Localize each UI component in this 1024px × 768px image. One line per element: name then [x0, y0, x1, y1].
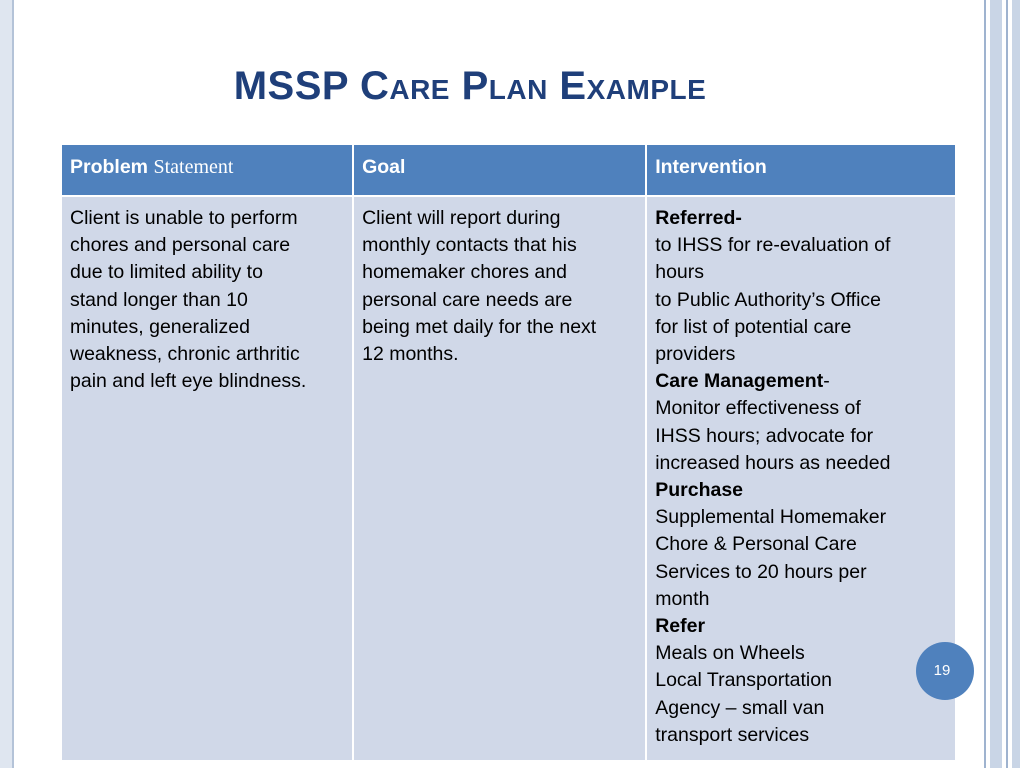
- intervention-line: Monitor effectiveness of: [655, 397, 861, 420]
- intervention-line: Agency – small van: [655, 696, 825, 719]
- slide-frame-left: [0, 0, 14, 768]
- table-header-row: [61, 144, 956, 196]
- intervention-line: to IHSS for re-evaluation of: [655, 234, 891, 257]
- intervention-line: transport services: [655, 723, 810, 746]
- header-statement-label: Statement: [153, 156, 234, 179]
- problem-line: minutes, generalized: [70, 315, 250, 338]
- frame-stripe: [984, 0, 986, 768]
- intervention-line: providers: [655, 343, 736, 366]
- intervention-line: Meals on Wheels: [655, 642, 805, 665]
- refer-heading: Refer: [655, 615, 706, 638]
- intervention-line: hours: [655, 261, 704, 284]
- slide-frame-right: [980, 0, 1024, 768]
- frame-stripe: [1006, 0, 1008, 768]
- intervention-line: month: [655, 587, 710, 610]
- header-problem-statement: [61, 144, 353, 196]
- problem-line: weakness, chronic arthritic: [70, 343, 300, 366]
- slide-title: MSSP Care Plan Example: [233, 64, 707, 108]
- problem-line: stand longer than 10: [70, 288, 248, 311]
- table-row: [61, 196, 956, 761]
- care-management-dash: -: [823, 370, 830, 393]
- intervention-line: Chore & Personal Care: [655, 533, 857, 556]
- intervention-line: Local Transportation: [655, 669, 832, 692]
- frame-stripe: [1012, 0, 1020, 768]
- goal-line: being met daily for the next: [362, 315, 597, 338]
- care-plan-table: [60, 143, 957, 762]
- header-intervention: Intervention: [646, 144, 956, 196]
- header-problem-label: Problem: [70, 156, 149, 179]
- intervention-line: increased hours as needed: [655, 451, 891, 474]
- care-management-heading-line: [655, 368, 947, 395]
- goal-line: 12 months.: [362, 343, 459, 366]
- goal-line: Client will report during: [362, 207, 561, 229]
- referred-heading: Referred-: [655, 207, 742, 229]
- problem-line: chores and personal care: [70, 234, 291, 257]
- goal-cell: [353, 196, 646, 761]
- intervention-line: Services to 20 hours per: [655, 560, 867, 583]
- care-management-heading: Care Management: [655, 370, 824, 393]
- header-goal: Goal: [353, 144, 646, 196]
- intervention-line: for list of potential care: [655, 315, 852, 338]
- problem-cell: [61, 196, 353, 761]
- goal-line: personal care needs are: [362, 288, 573, 311]
- intervention-line: IHSS hours; advocate for: [655, 424, 874, 447]
- purchase-heading: Purchase: [655, 479, 744, 502]
- goal-line: homemaker chores and: [362, 261, 567, 284]
- intervention-line: to Public Authority’s Office: [655, 288, 882, 311]
- frame-stripe: [990, 0, 1002, 768]
- problem-line: pain and left eye blindness.: [70, 370, 307, 393]
- problem-line: Client is unable to perform: [70, 207, 298, 229]
- intervention-cell: [646, 196, 956, 761]
- intervention-line: Supplemental Homemaker: [655, 506, 887, 529]
- problem-line: due to limited ability to: [70, 261, 263, 284]
- goal-line: monthly contacts that his: [362, 234, 577, 257]
- page-number-badge: 19: [916, 642, 974, 700]
